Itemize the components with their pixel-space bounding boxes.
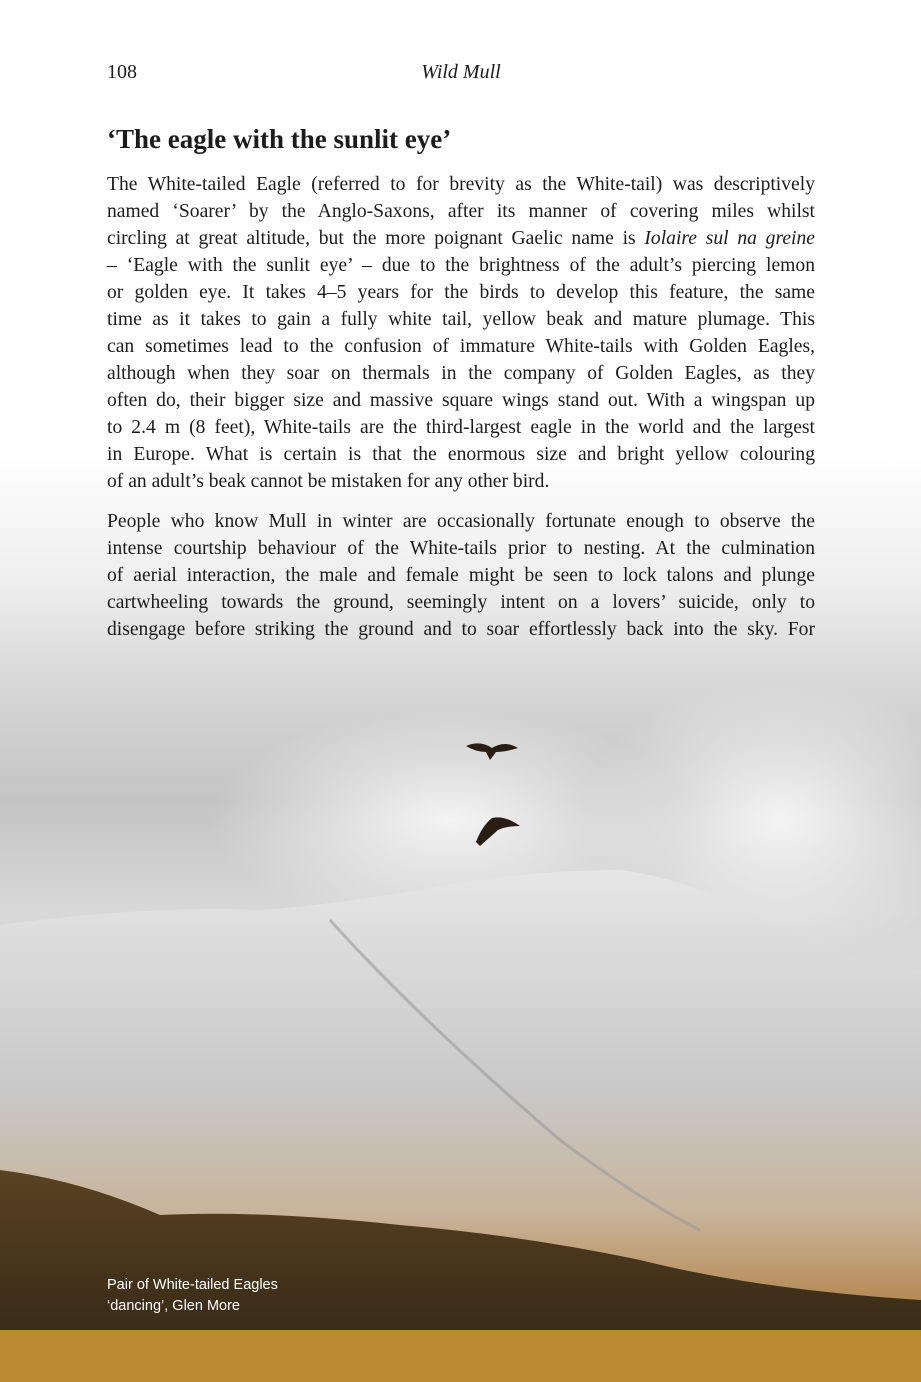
- text-line: disengage before striking the ground and to soar effortlessly back into the sky. For: [107, 619, 815, 640]
- page-number: 108: [107, 61, 137, 83]
- text-line: or golden eye. It takes 4–5 years for the birds to develop this feature, the same: [107, 282, 815, 303]
- text-line: of an adult’s beak cannot be mistaken for any other bird.: [107, 471, 550, 492]
- text-line: People who know Mull in winter are occasionally fortunate enough to observe the: [107, 511, 815, 532]
- text-line: can sometimes lead to the confusion of immature White-tails with Golden Eagles,: [107, 336, 815, 357]
- text-line: named ‘Soarer’ by the Anglo-Saxons, after its manner of covering miles whilst: [107, 201, 815, 222]
- running-title: Wild Mull: [421, 61, 501, 83]
- gaelic-name: Iolaire sul na greine: [644, 228, 815, 249]
- running-header: [107, 61, 815, 87]
- text-fragment: circling at great altitude, but the more poignant Gaelic name is: [107, 228, 636, 249]
- caption-line: Pair of White-tailed Eagles: [107, 1277, 278, 1293]
- text-line: cartwheeling towards the ground, seemingly intent on a lovers’ suicide, only to: [107, 592, 815, 613]
- text-line: in Europe. What is certain is that the enormous size and bright yellow colouring: [107, 444, 815, 465]
- section-heading: ‘The eagle with the sunlit eye’: [107, 124, 452, 154]
- text-line: time as it takes to gain a fully white tail, yellow beak and mature plumage. This: [107, 309, 815, 330]
- text-line: The White-tailed Eagle (referred to for brevity as the White-tail) was descriptively: [107, 174, 815, 195]
- paragraph-2: [107, 508, 815, 643]
- text-line: of aerial interaction, the male and female might be seen to lock talons and plunge: [107, 565, 815, 586]
- text-line: to 2.4 m (8 feet), White-tails are the third-largest eagle in the world and the largest: [107, 417, 815, 438]
- text-line: [107, 225, 815, 252]
- text-line: – ‘Eagle with the sunlit eye’ – due to the brightness of the adult’s piercing lemon: [107, 255, 815, 276]
- text-line: although when they soar on thermals in the company of Golden Eagles, as they: [107, 363, 815, 384]
- text-line: intense courtship behaviour of the White-tails prior to nesting. At the culmination: [107, 538, 815, 559]
- text-line: often do, their bigger size and massive square wings stand out. With a wingspan up: [107, 390, 815, 411]
- photo-caption: [107, 1275, 278, 1317]
- caption-line: ‘dancing’, Glen More: [107, 1298, 240, 1314]
- paragraph-1: [107, 171, 815, 495]
